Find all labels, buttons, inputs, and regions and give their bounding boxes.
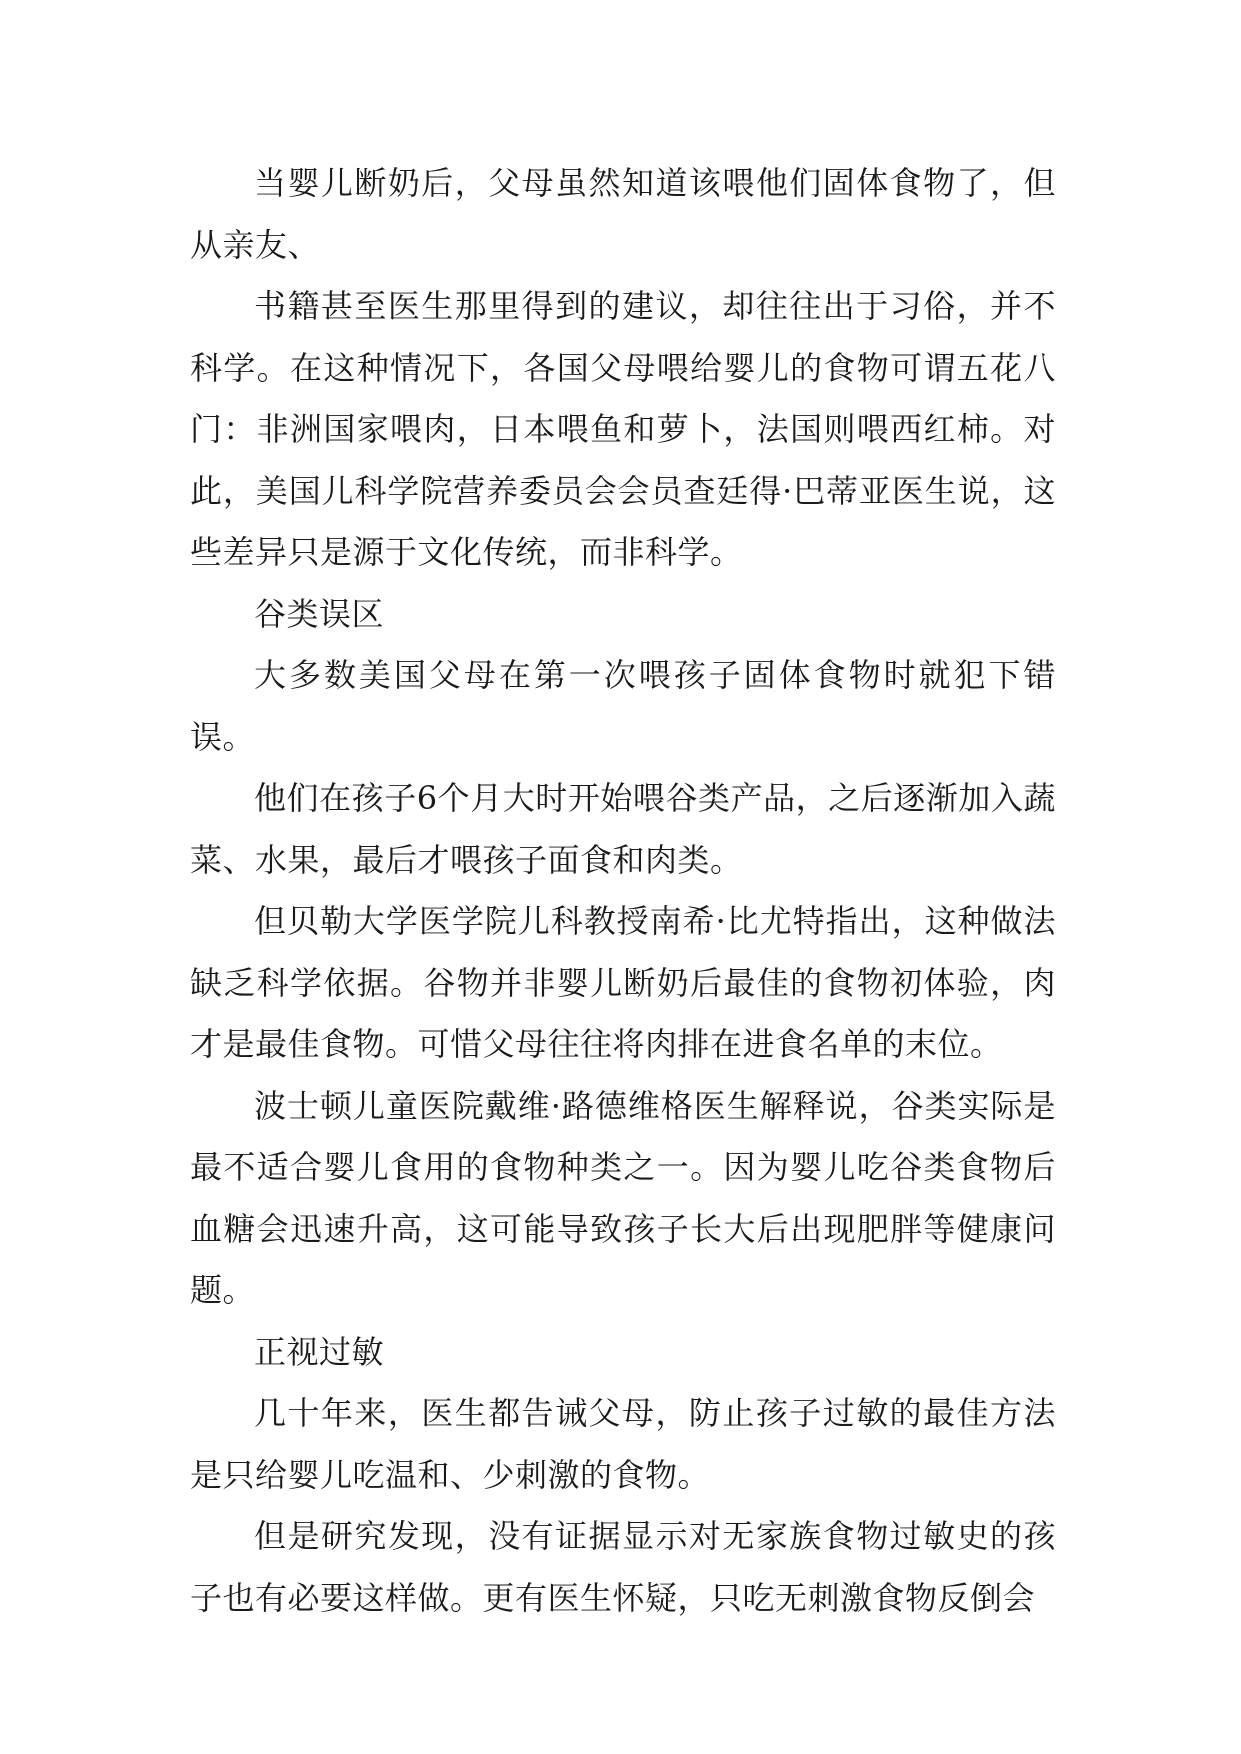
paragraph-6: 波士顿儿童医院戴维·路德维格医生解释说，谷类实际是最不适合婴儿食用的食物种类之一。因为婴儿吃谷类食物后血糖会迅速升高，这可能导致孩子长大后出现肥胖等健康问题。 [190, 1086, 1056, 1309]
paragraph-1: 当婴儿断奶后，父母虽然知道该喂他们固体食物了，但从亲友、 [190, 164, 1056, 264]
section-heading-allergy: 正视过敏 [254, 1332, 385, 1371]
paragraph-7: 几十年来，医生都告诫父母，防止孩子过敏的最佳方法是只给婴儿吃温和、少刺激的食物。 [190, 1394, 1056, 1494]
section-heading-cereal: 谷类误区 [254, 594, 385, 633]
paragraph-2: 书籍甚至医生那里得到的建议，却往往出于习俗，并不科学。在这种情况下，各国父母喂给婴儿的食物可谓五花八门：非洲国家喂肉，日本喂鱼和萝卜，法国则喂西红柿。对此，美国儿科学院营养委员会会员查廷得·巴蒂亚医生说，这些差异只是源于文化传统，而非科学。 [190, 287, 1056, 571]
body-text [190, 153, 1056, 1629]
paragraph-3: 大多数美国父母在第一次喂孩子固体食物时就犯下错误。 [190, 656, 1056, 756]
paragraph-8: 但是研究发现，没有证据显示对无家族食物过敏史的孩子也有必要这样做。更有医生怀疑，只吃无刺激食物反倒会 [190, 1517, 1056, 1617]
paragraph-4: 他们在孩子6个月大时开始喂谷类产品，之后逐渐加入蔬菜、水果，最后才喂孩子面食和肉类。 [190, 779, 1056, 879]
paragraph-5: 但贝勒大学医学院儿科教授南希·比尤特指出，这种做法缺乏科学依据。谷物并非婴儿断奶后最佳的食物初体验，肉才是最佳食物。可惜父母往往将肉排在进食名单的末位。 [190, 902, 1056, 1063]
